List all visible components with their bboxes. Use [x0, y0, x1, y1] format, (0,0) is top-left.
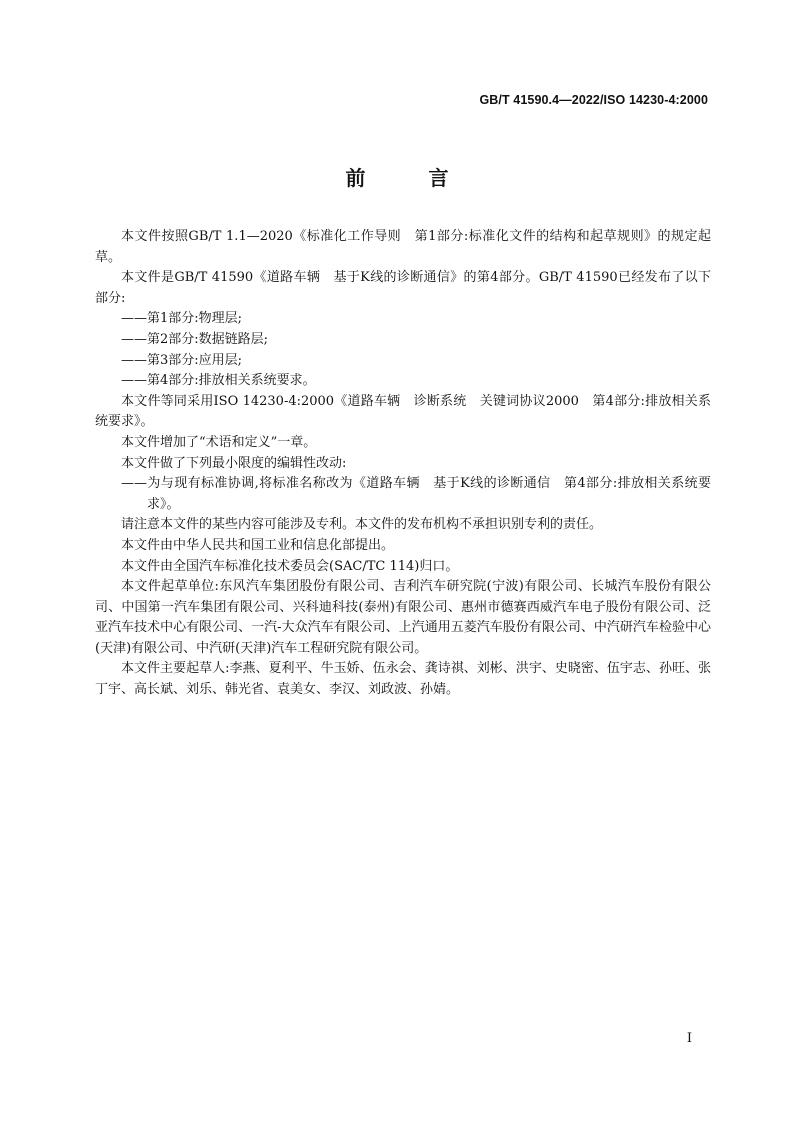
paragraph-drafting-rules: 本文件按照GB/T 1.1—2020《标准化工作导则 第1部分:标准化文件的结构和起草规则》的规定起草。 — [95, 229, 711, 265]
standard-code: GB/T 41590.4—2022/ISO 14230-4:2000 — [479, 93, 708, 107]
paragraph-patent-notice: 请注意本文件的某些内容可能涉及专利。本文件的发布机构不承担识别专利的责任。 — [121, 517, 603, 533]
page-title: 前 言 — [345, 166, 477, 190]
paragraph-proposer: 本文件由中华人民共和国工业和信息化部提出。 — [121, 537, 395, 553]
paragraph-drafting-units: 本文件起草单位:东风汽车集团股份有限公司、吉利汽车研究院(宁波)有限公司、长城汽车股份有限公司、中国第一汽车集团有限公司、兴科迪科技(泰州)有限公司、惠州市德赛西威汽车电子股份有限公司、泛亚汽车技术中心有限公司、一汽-大众汽车有限公司、上汽通用五菱汽车股份有限公司、中汽研汽车检验中心(天津)有限公司、中汽研(天津)汽车工程研究院有限公司。 — [95, 579, 711, 656]
list-item-part-1: ——第1部分:物理层; — [121, 311, 243, 327]
paragraph-iso-adoption: 本文件等同采用ISO 14230-4:2000《道路车辆 诊断系统 关键词协议2000 第4部分:排放相关系统要求》。 — [95, 393, 711, 430]
list-item-part-3: ——第3部分:应用层; — [121, 352, 243, 368]
list-item-title-change: ——为与现有标准协调,将标准名称改为《道路车辆 基于K线的诊断通信 第4部分:排放相关系统要求》。 — [121, 476, 711, 512]
paragraph-editorial-changes: 本文件做了下列最小限度的编辑性改动: — [121, 455, 347, 471]
list-item-part-4: ——第4部分:排放相关系统要求。 — [121, 373, 316, 389]
page-number: I — [686, 1031, 692, 1046]
paragraph-drafters: 本文件主要起草人:李燕、夏利平、牛玉娇、伍永会、龚诗祺、刘彬、洪宇、史晓密、伍宇志、孙旺、张丁宇、高长斌、刘乐、韩光省、袁美女、李汉、刘政波、孙婧。 — [95, 661, 711, 698]
paragraph-committee: 本文件由全国汽车标准化技术委员会(SAC/TC 114)归口。 — [121, 558, 459, 574]
paragraph-series-intro: 本文件是GB/T 41590《道路车辆 基于K线的诊断通信》的第4部分。GB/T 41590已经发布了以下部分: — [95, 270, 711, 306]
paragraph-added-chapter: 本文件增加了“术语和定义”一章。 — [121, 434, 317, 450]
foreword-body — [95, 227, 711, 701]
list-item-part-2: ——第2部分:数据链路层; — [121, 331, 269, 347]
